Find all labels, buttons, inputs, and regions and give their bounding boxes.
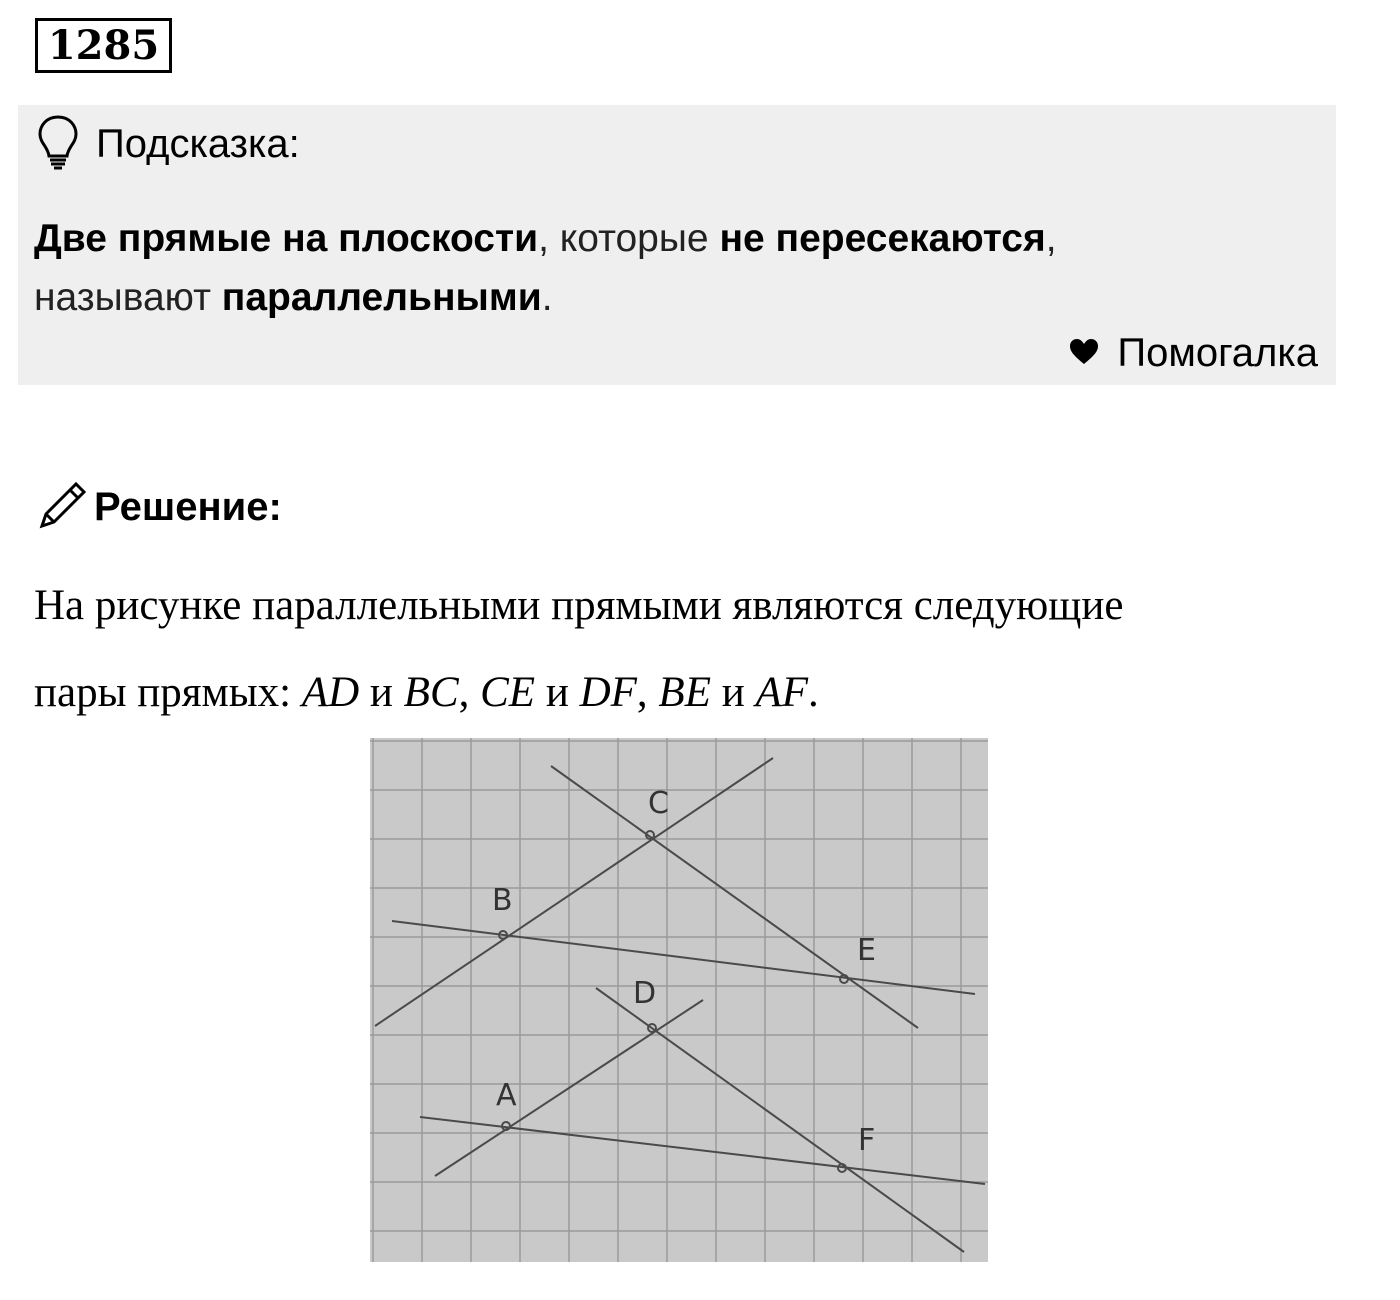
hint-line-1 xyxy=(34,209,1314,268)
lightbulb-icon xyxy=(36,114,80,175)
figure-svg xyxy=(370,738,988,1262)
hint-header xyxy=(36,117,300,171)
hint-source xyxy=(1069,331,1318,376)
hint-emphasis: Две прямые на плоскости xyxy=(34,217,539,260)
solution-title: Решение: xyxy=(94,485,282,529)
source-label: Помогалка xyxy=(1117,331,1318,375)
solution-header xyxy=(36,478,282,537)
solution-line-2 xyxy=(34,649,1354,736)
conjunction: и xyxy=(359,669,404,716)
point-label-c: C xyxy=(648,786,669,821)
hint-panel xyxy=(18,105,1336,385)
heart-icon xyxy=(1069,331,1117,376)
conjunction: и xyxy=(710,669,756,716)
hint-text-segment: , которые xyxy=(538,217,720,260)
point-label-a: A xyxy=(496,1078,517,1113)
point-label-e: E xyxy=(857,933,876,968)
line-label: AD xyxy=(301,669,360,716)
point-label-f: F xyxy=(858,1123,876,1158)
lines-figure xyxy=(370,738,988,1262)
point-label-d: D xyxy=(633,976,657,1011)
point-label-b: B xyxy=(492,883,513,918)
problem-number: 1285 xyxy=(35,18,172,73)
solution-line-1: На рисунке параллельными прямыми являются следующие xyxy=(34,582,1124,629)
line-label: BE xyxy=(658,669,711,716)
hint-line-2 xyxy=(34,268,1314,327)
solution-text xyxy=(34,562,1354,736)
hint-emphasis: параллельными xyxy=(221,276,542,319)
pairs-intro: пары прямых: xyxy=(34,669,302,716)
hint-definition xyxy=(34,209,1314,327)
hint-text-segment: , xyxy=(1045,217,1057,260)
separator: , xyxy=(636,669,659,716)
line-label: AF xyxy=(755,669,809,716)
pencil-icon xyxy=(36,478,90,537)
hint-emphasis: не пересекаются xyxy=(719,217,1046,260)
separator: , xyxy=(458,669,481,716)
hint-text-segment: . xyxy=(541,276,553,319)
graph-paper xyxy=(370,738,988,1262)
line-label: CE xyxy=(480,669,536,716)
line-label: DF xyxy=(579,669,637,716)
hint-text-segment: называют xyxy=(34,276,222,319)
conjunction: и xyxy=(535,669,580,716)
period: . xyxy=(808,669,819,716)
line-label: BC xyxy=(403,669,459,716)
hint-title: Подсказка: xyxy=(96,121,300,166)
